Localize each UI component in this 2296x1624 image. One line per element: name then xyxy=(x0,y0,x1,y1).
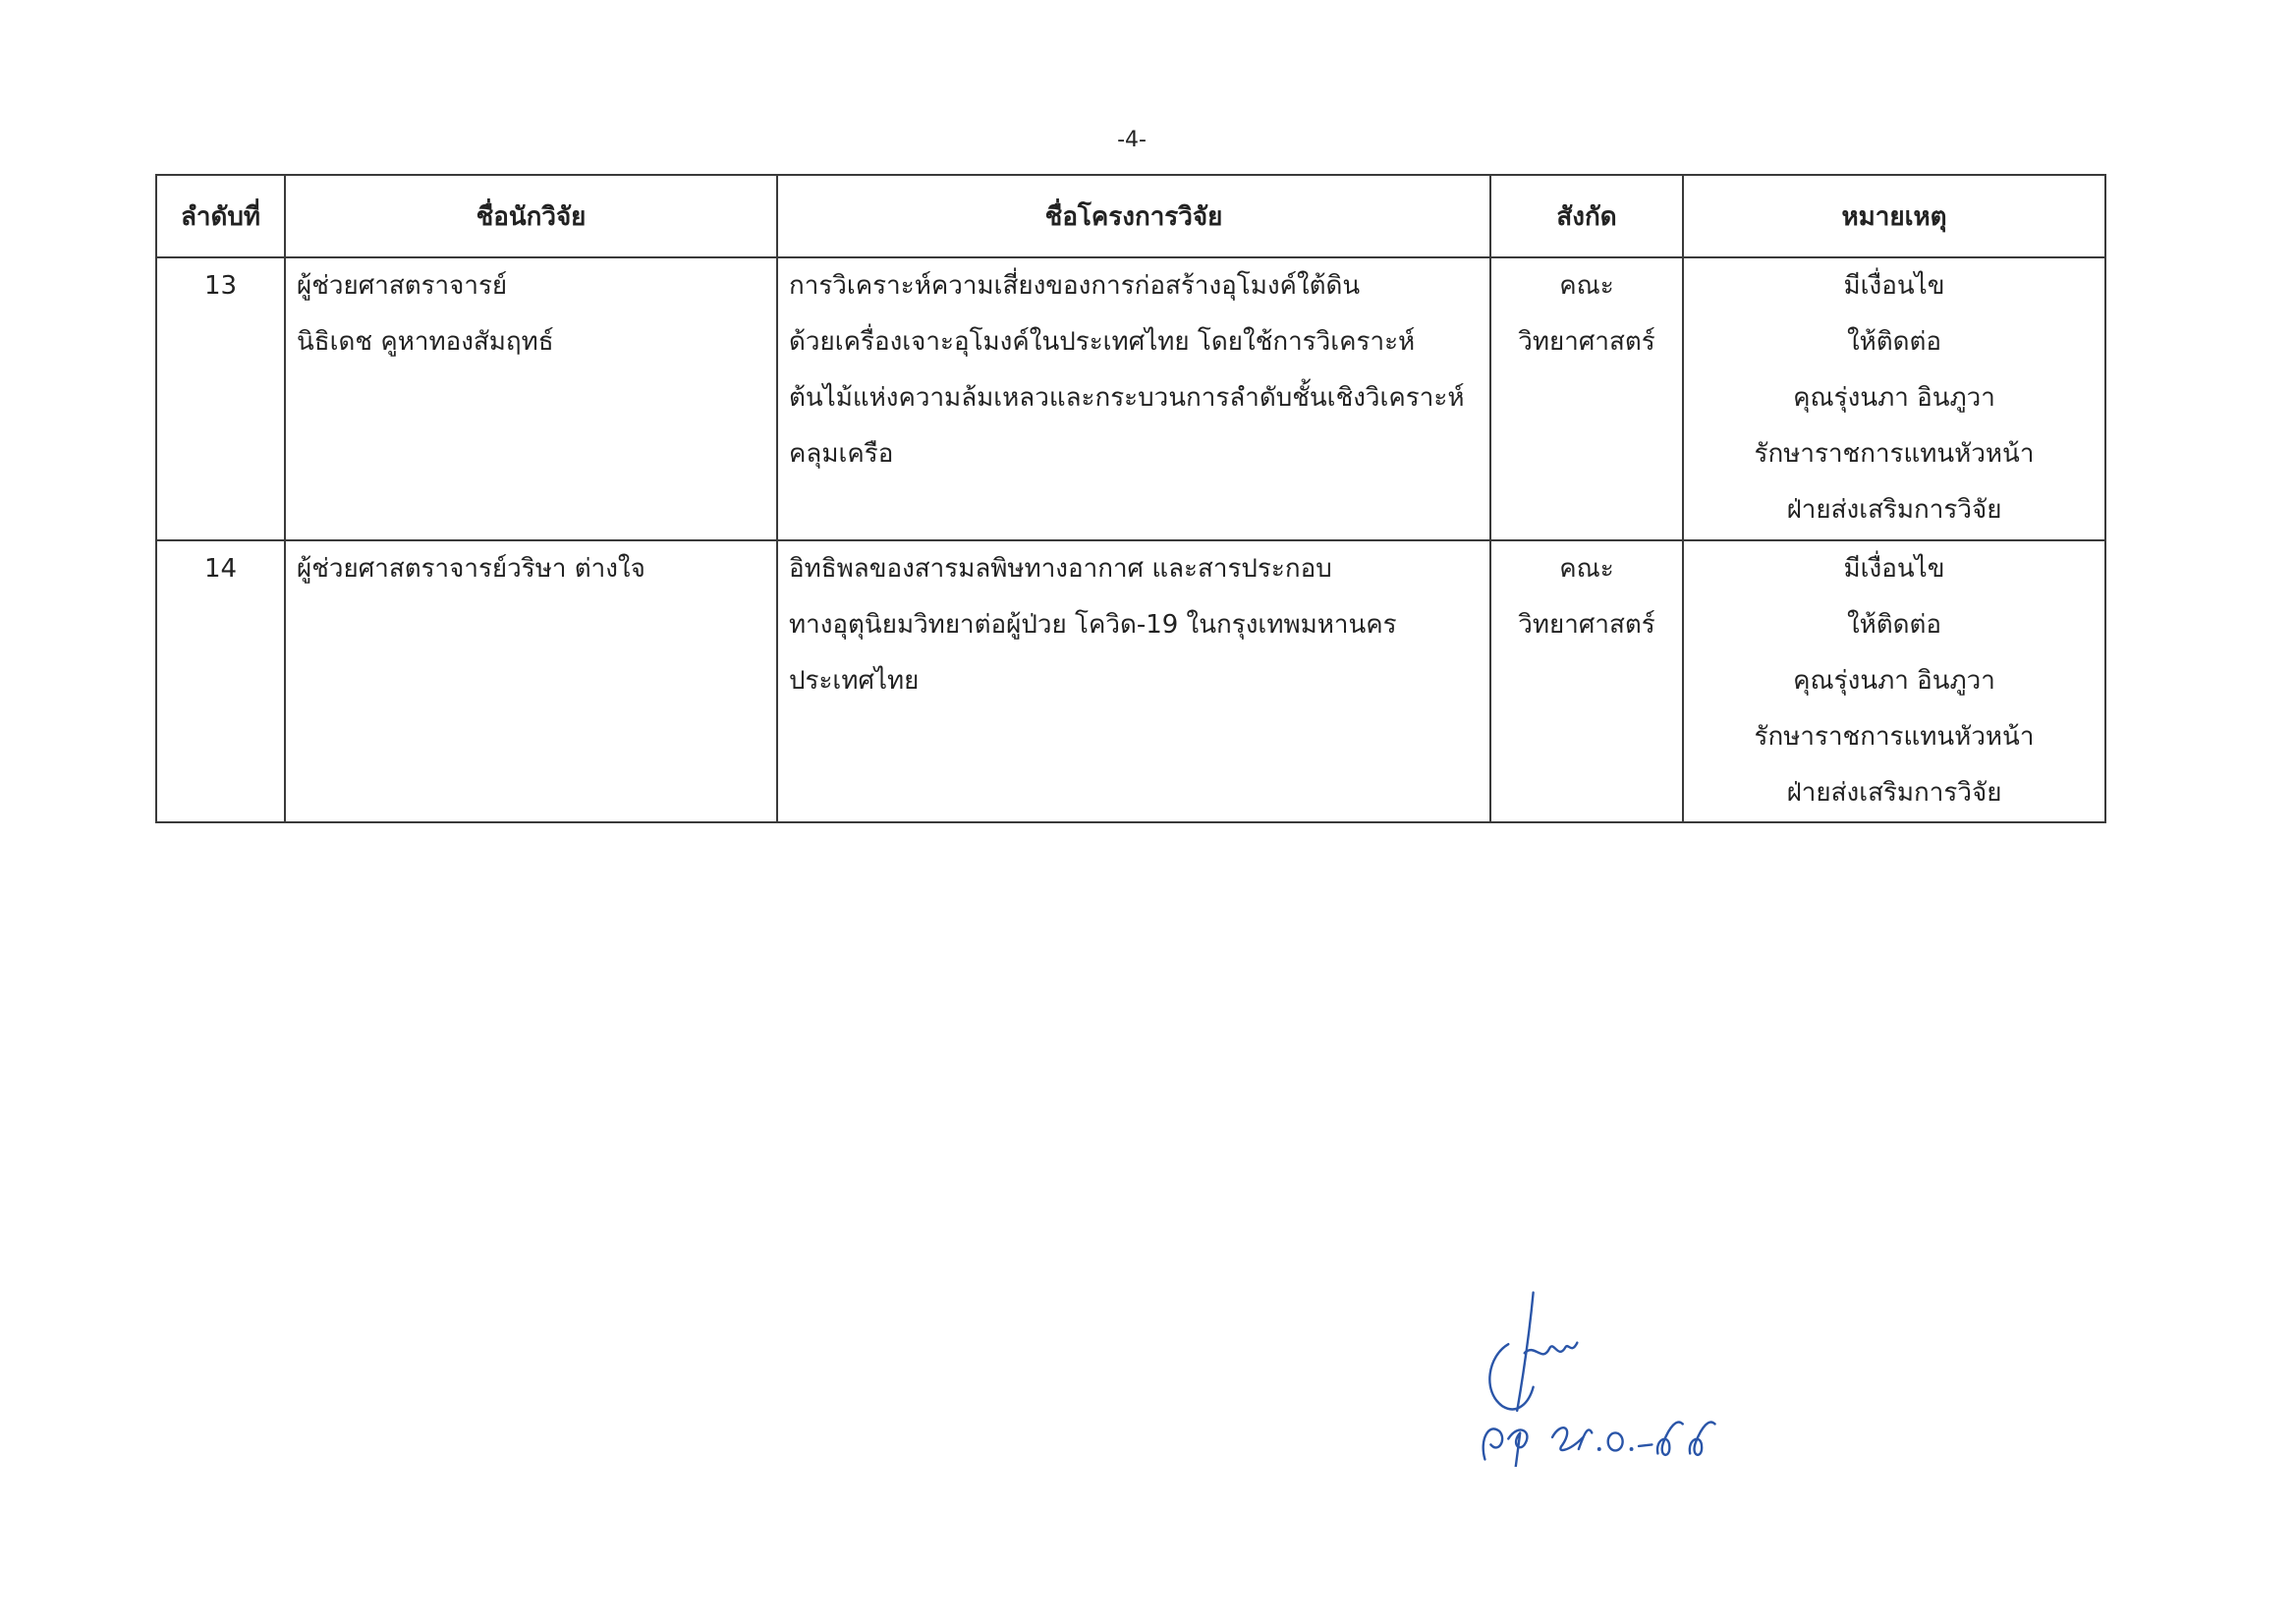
row-number: 13 xyxy=(203,271,238,301)
handwritten-signature xyxy=(1472,1282,1728,1467)
cell-affiliation xyxy=(1490,257,1683,540)
signature-dot xyxy=(1597,1447,1601,1451)
remark-line: ให้ติดต่อ xyxy=(1846,327,1942,357)
affiliation-line: วิทยาศาสตร์ xyxy=(1518,610,1655,640)
remark-line: คุณรุ่งนภา อินภูวา xyxy=(1793,666,1995,696)
signature-stroke xyxy=(1608,1432,1623,1450)
cell-no xyxy=(156,540,285,822)
header-researcher: ชื่อนักวิจัย xyxy=(285,175,777,257)
signature-stroke xyxy=(1690,1422,1715,1454)
signature-stroke xyxy=(1508,1429,1527,1467)
project-line: การวิเคราะห์ความเสี่ยงของการก่อสร้างอุโมงค์ใต้ดิน xyxy=(789,271,1361,301)
project-line: ต้นไม้แห่งความล้มเหลวและกระบวนการลำดับชั้นเชิงวิเคราะห์ xyxy=(789,383,1465,413)
project-line: ประเทศไทย xyxy=(789,666,920,696)
remark-line: ให้ติดต่อ xyxy=(1846,610,1942,640)
signature-stroke xyxy=(1525,1343,1578,1355)
remark-line: ฝ่ายส่งเสริมการวิจัย xyxy=(1786,778,2002,808)
cell-affiliation xyxy=(1490,540,1683,822)
remark-line: รักษาราชการแทนหัวหน้า xyxy=(1754,722,2035,752)
cell-project xyxy=(777,257,1490,540)
affiliation-line: คณะ xyxy=(1559,554,1614,584)
research-table xyxy=(155,174,2106,823)
table-row xyxy=(156,257,2105,540)
project-line: อิทธิพลของสารมลพิษทางอากาศ และสารประกอบ xyxy=(789,554,1332,584)
header-project: ชื่อโครงการวิจัย xyxy=(777,175,1490,257)
researcher-line: นิธิเดช คูหาทองสัมฤทธ์ xyxy=(297,327,554,357)
affiliation-line: วิทยาศาสตร์ xyxy=(1518,327,1655,357)
cell-project xyxy=(777,540,1490,822)
table-header-row xyxy=(156,175,2105,257)
remark-line: รักษาราชการแทนหัวหน้า xyxy=(1754,439,2035,469)
cell-remark xyxy=(1683,257,2105,540)
signature-stroke xyxy=(1639,1444,1652,1446)
researcher-line: ผู้ช่วยศาสตราจารย์วริษา ต่างใจ xyxy=(297,554,645,584)
remark-line: มีเงื่อนไข xyxy=(1843,271,1945,301)
project-line: ด้วยเครื่องเจาะอุโมงค์ในประเทศไทย โดยใช้การวิเคราะห์ xyxy=(789,327,1416,357)
table-row xyxy=(156,540,2105,822)
cell-no xyxy=(156,257,285,540)
remark-line: มีเงื่อนไข xyxy=(1843,554,1945,584)
remark-line: คุณรุ่งนภา อินภูวา xyxy=(1793,383,1995,413)
header-remark: หมายเหตุ xyxy=(1683,175,2105,257)
row-number: 14 xyxy=(203,554,238,584)
project-line: คลุมเครือ xyxy=(789,439,894,469)
signature-dot xyxy=(1630,1447,1634,1451)
project-line: ทางอุตุนิยมวิทยาต่อผู้ป่วย โควิด-19 ในกรุงเทพมหานคร xyxy=(789,610,1397,640)
signature-stroke xyxy=(1484,1428,1502,1459)
header-no: ลำดับที่ xyxy=(156,175,285,257)
page-number: -4- xyxy=(1117,128,1147,152)
cell-remark xyxy=(1683,540,2105,822)
cell-researcher xyxy=(285,257,777,540)
researcher-line: ผู้ช่วยศาสตราจารย์ xyxy=(297,271,508,301)
header-affiliation: สังกัด xyxy=(1490,175,1683,257)
signature-stroke xyxy=(1657,1422,1683,1454)
remark-line: ฝ่ายส่งเสริมการวิจัย xyxy=(1786,495,2002,525)
affiliation-line: คณะ xyxy=(1559,271,1614,301)
cell-researcher xyxy=(285,540,777,822)
